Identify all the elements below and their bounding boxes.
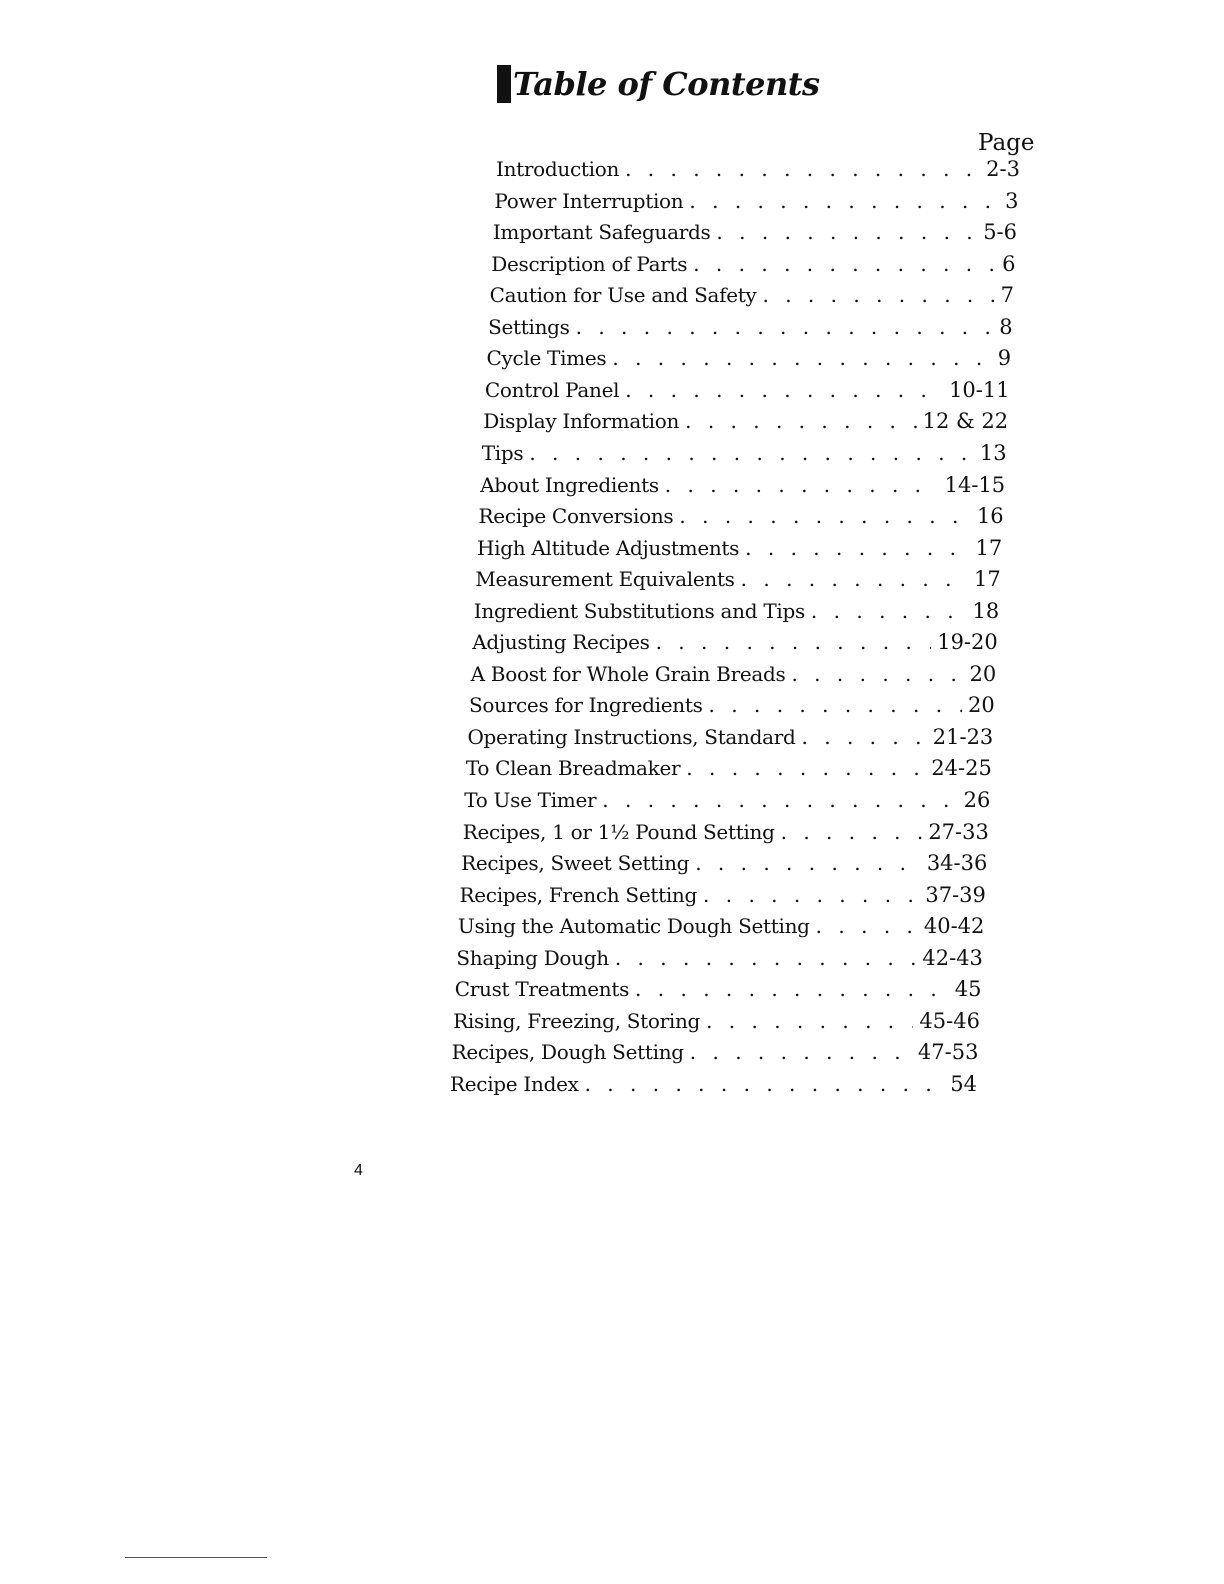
toc-entry-page: 24-25 xyxy=(931,756,992,781)
toc-leader-dots xyxy=(716,220,977,244)
toc-entry xyxy=(455,977,982,1007)
toc-entry-page: 6 xyxy=(1002,251,1016,276)
toc-entry-page: 17 xyxy=(973,567,1001,592)
toc-entry-label: Using the Automatic Dough Setting xyxy=(457,914,810,939)
title-text: Table of Contents xyxy=(513,65,820,103)
toc-entry xyxy=(460,883,986,913)
toc-entry-label: Caution for Use and Safety xyxy=(489,283,757,308)
toc-entry xyxy=(469,693,995,723)
toc-leader-dots xyxy=(602,788,957,812)
toc-entry xyxy=(466,756,992,786)
toc-entry-label: Introduction xyxy=(496,157,620,181)
toc-entry-label: Crust Treatments xyxy=(454,977,630,1002)
toc-entry-label: Shaping Dough xyxy=(456,945,609,970)
toc-leader-dots xyxy=(781,820,923,844)
toc-leader-dots xyxy=(763,283,995,307)
toc-entry-page: 17 xyxy=(975,535,1003,560)
toc-leader-dots xyxy=(709,693,963,717)
toc-entry xyxy=(450,1072,977,1102)
toc-entry-page: 42-43 xyxy=(922,945,983,970)
toc-entry-page: 34-36 xyxy=(926,851,988,876)
page-column-header: Page xyxy=(978,130,1035,156)
toc-entry xyxy=(491,252,1015,282)
toc-entry-page: 19-20 xyxy=(937,630,998,655)
toc-leader-dots xyxy=(741,567,968,591)
toc-entry xyxy=(490,283,1014,313)
toc-entry xyxy=(496,157,1020,187)
toc-entry-page: 18 xyxy=(972,598,1000,623)
toc-entry-page: 21-23 xyxy=(932,724,994,749)
toc-entry xyxy=(452,1040,979,1070)
toc-entry-label: High Altitude Adjustments xyxy=(476,535,740,560)
toc-leader-dots xyxy=(635,977,949,1001)
toc-entry xyxy=(483,409,1008,439)
toc-entry xyxy=(486,346,1011,376)
toc-entry-label: Rising, Freezing, Storing xyxy=(453,1008,701,1033)
toc-entry xyxy=(480,473,1005,503)
toc-leader-dots xyxy=(576,315,994,339)
page-number: 4 xyxy=(354,1162,363,1179)
toc-entry xyxy=(456,946,983,976)
toc-entry xyxy=(458,914,984,944)
toc-leader-dots xyxy=(686,756,925,780)
toc-entry-label: Ingredient Substitutions and Tips xyxy=(473,598,805,623)
toc-leader-dots xyxy=(625,157,980,181)
toc-leader-dots xyxy=(612,346,991,370)
toc-entry-label: Description of Parts xyxy=(491,251,688,276)
toc-entry xyxy=(482,441,1007,471)
toc-entry xyxy=(494,189,1018,219)
toc-entry-page: 37-39 xyxy=(925,882,986,907)
toc-entry-page: 9 xyxy=(997,346,1012,371)
toc-leader-dots xyxy=(811,599,967,623)
toc-entry-label: Settings xyxy=(488,314,570,339)
toc-leader-dots xyxy=(703,883,919,907)
toc-entry-page: 45 xyxy=(954,977,982,1002)
toc-leader-dots xyxy=(690,1040,912,1064)
toc-entry-label: Sources for Ingredients xyxy=(469,693,703,718)
toc-entry-page: 10-11 xyxy=(949,377,1010,402)
toc-entry xyxy=(474,599,999,629)
toc-entry-label: Recipes, 1 or 1½ Pound Setting xyxy=(462,819,775,844)
toc-entry-label: Display Information xyxy=(483,409,680,434)
toc-entry-page: 40-42 xyxy=(923,914,985,939)
toc-entry xyxy=(463,820,989,850)
toc-entry-label: Operating Instructions, Standard xyxy=(467,724,796,749)
toc-entry xyxy=(485,378,1010,408)
toc-leader-dots xyxy=(656,630,932,654)
toc-entry-label: About Ingredients xyxy=(480,472,659,497)
toc-entry-label: To Clean Breadmaker xyxy=(465,756,681,781)
toc-leader-dots xyxy=(679,504,971,528)
toc-entry-page: 16 xyxy=(976,504,1004,529)
toc-entry-label: Adjusting Recipes xyxy=(472,630,650,655)
toc-entry xyxy=(471,662,997,692)
toc-leader-dots xyxy=(816,914,918,938)
toc-entry xyxy=(479,504,1004,534)
toc-entry-label: Recipes, French Setting xyxy=(459,882,698,907)
toc-entry-page: 54 xyxy=(950,1072,977,1096)
footer-rule xyxy=(125,1557,267,1558)
toc-leader-dots xyxy=(695,851,921,875)
toc-entry-label: Recipe Index xyxy=(450,1072,579,1096)
toc-leader-dots xyxy=(585,1072,945,1096)
toc-entry-label: Important Safeguards xyxy=(492,220,711,245)
toc-entry xyxy=(475,567,1000,597)
toc-entry xyxy=(493,220,1017,250)
toc-entry-page: 14-15 xyxy=(944,472,1006,497)
toc-entry xyxy=(464,788,990,818)
toc-entry xyxy=(453,1009,980,1039)
toc-leader-dots xyxy=(689,189,999,213)
toc-entry-label: Tips xyxy=(481,440,524,465)
toc-entry-label: Measurement Equivalents xyxy=(475,567,735,592)
toc-leader-dots xyxy=(685,409,917,433)
toc-entry-page: 20 xyxy=(969,661,997,686)
toc-entry-label: Recipes, Dough Setting xyxy=(451,1040,684,1065)
toc-leader-dots xyxy=(625,378,943,402)
toc-entry xyxy=(488,315,1013,345)
toc-entry-label: Recipes, Sweet Setting xyxy=(461,851,690,876)
toc-entry-label: Control Panel xyxy=(484,377,620,402)
toc-entry-page: 27-33 xyxy=(928,819,989,844)
toc-entry xyxy=(477,536,1002,566)
toc-entry-page: 20 xyxy=(968,693,995,718)
toc-entry-page: 8 xyxy=(999,314,1013,339)
toc-entry xyxy=(472,630,998,660)
toc-entry-page: 3 xyxy=(1005,188,1019,213)
toc-entry-page: 5-6 xyxy=(983,220,1018,245)
toc-leader-dots xyxy=(706,1009,913,1033)
toc-entry-label: Recipe Conversions xyxy=(478,504,674,529)
toc-entry-page: 47-53 xyxy=(917,1040,979,1065)
toc-entry-page: 13 xyxy=(979,440,1007,465)
toc-leader-dots xyxy=(693,252,996,276)
toc-entry-page: 2-3 xyxy=(986,157,1020,181)
toc-leader-dots xyxy=(791,662,963,686)
toc-leader-dots xyxy=(745,536,969,560)
toc-leader-dots xyxy=(615,946,917,970)
toc-entry-page: 45-46 xyxy=(919,1008,980,1033)
toc-entry-page: 12 & 22 xyxy=(922,409,1009,434)
toc-leader-dots xyxy=(529,441,974,465)
toc-entry-page: 26 xyxy=(963,788,991,813)
toc-leader-dots xyxy=(802,725,927,749)
toc-entry-label: Power Interruption xyxy=(494,188,684,213)
toc-leader-dots xyxy=(665,473,939,497)
toc-entry xyxy=(467,725,993,755)
toc-entry-page: 7 xyxy=(1000,283,1015,308)
toc-entry xyxy=(461,851,987,881)
toc-entry-label: Cycle Times xyxy=(486,346,607,371)
toc-entry-label: To Use Timer xyxy=(464,788,597,813)
toc-entry-label: A Boost for Whole Grain Breads xyxy=(470,661,786,686)
